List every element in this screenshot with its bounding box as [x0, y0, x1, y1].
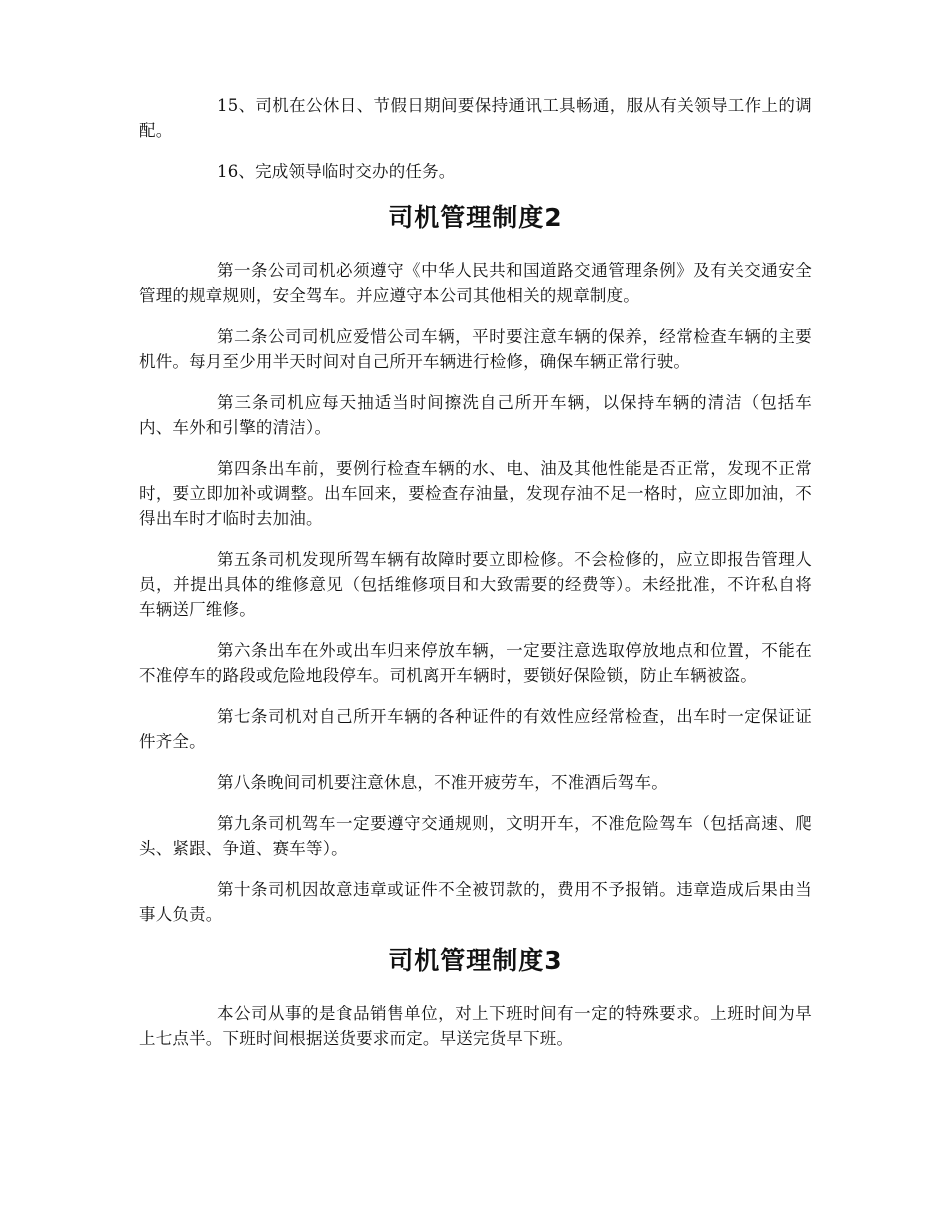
paragraph: 第四条出车前，要例行检查车辆的水、电、油及其他性能是否正常，发现不正常时，要立即加补或调整。出车回来，要检查存油量，发现存油不足一格时，应立即加油，不得出车时才临时去加油。 [139, 459, 812, 528]
paragraph: 第八条晚间司机要注意休息，不准开疲劳车，不准酒后驾车。 [217, 773, 668, 792]
section-title: 司机管理制度2 [388, 203, 563, 232]
paragraph: 第六条出车在外或出车归来停放车辆，一定要注意选取停放地点和位置，不能在不准停车的路段或危险地段停车。司机离开车辆时，要锁好保险锁，防止车辆被盗。 [139, 641, 812, 685]
intro-section [139, 93, 812, 184]
paragraph: 第十条司机因故意违章或证件不全被罚款的，费用不予报销。违章造成后果由当事人负责。 [139, 880, 812, 924]
paragraph: 本公司从事的是食品销售单位，对上下班时间有一定的特殊要求。上班时间为早上七点半。下班时间根据送货要求而定。早送完货早下班。 [139, 1004, 812, 1048]
paragraph: 16、完成领导临时交办的任务。 [217, 162, 456, 181]
section-driver-rules-2 [139, 200, 812, 927]
paragraph: 15、司机在公休日、节假日期间要保持通讯工具畅通，服从有关领导工作上的调配。 [139, 96, 812, 140]
paragraph: 第二条公司司机应爱惜公司车辆，平时要注意车辆的保养，经常检查车辆的主要机件。每月至少用半天时间对自己所开车辆进行检修，确保车辆正常行驶。 [139, 327, 812, 371]
paragraph: 第三条司机应每天抽适当时间擦洗自己所开车辆，以保持车辆的清洁（包括车内、车外和引擎的清洁）。 [139, 393, 812, 437]
paragraph: 第一条公司司机必须遵守《中华人民共和国道路交通管理条例》及有关交通安全管理的规章规则，安全驾车。并应遵守本公司其他相关的规章制度。 [139, 261, 812, 305]
paragraph: 第七条司机对自己所开车辆的各种证件的有效性应经常检查，出车时一定保证证件齐全。 [139, 707, 812, 751]
paragraph: 第九条司机驾车一定要遵守交通规则，文明开车，不准危险驾车（包括高速、爬头、紧跟、争道、赛车等）。 [139, 814, 812, 858]
section-driver-rules-3 [139, 943, 812, 1051]
document-page [139, 93, 812, 1067]
section-title: 司机管理制度3 [388, 946, 563, 975]
paragraph: 第五条司机发现所驾车辆有故障时要立即检修。不会检修的，应立即报告管理人员，并提出具体的维修意见（包括维修项目和大致需要的经费等）。未经批准，不许私自将车辆送厂维修。 [139, 550, 812, 619]
